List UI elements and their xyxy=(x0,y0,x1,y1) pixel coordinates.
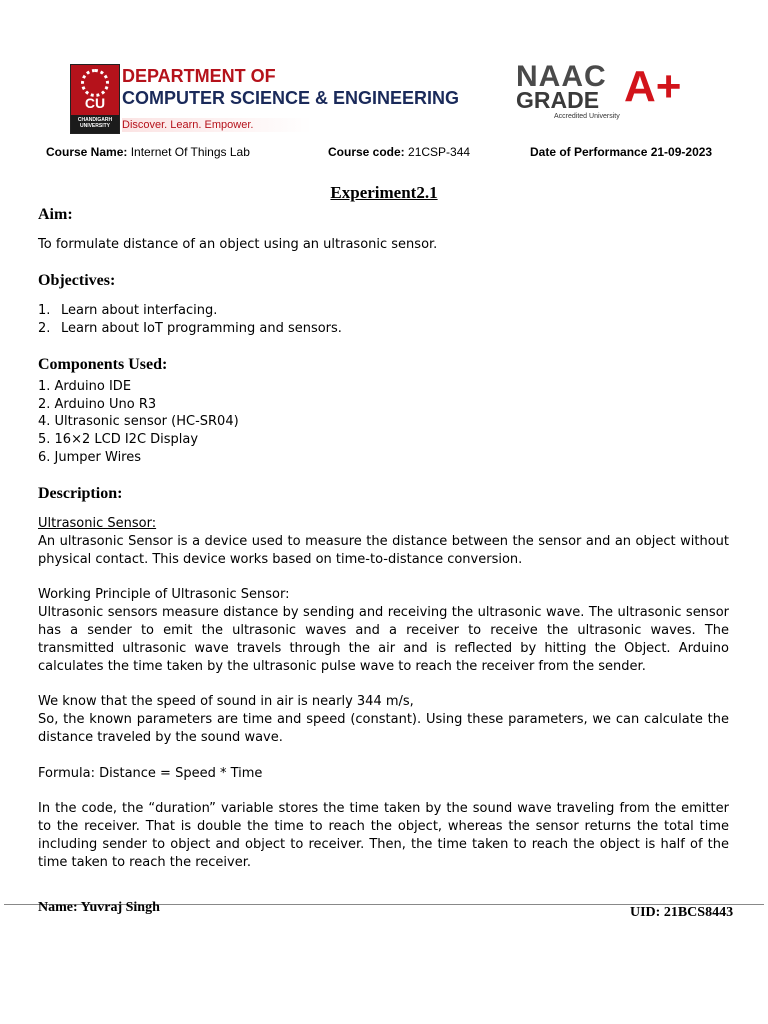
aim-text: To formulate distance of an object using an ultrasonic sensor. xyxy=(38,237,438,252)
course-code-value: 21CSP-344 xyxy=(408,145,471,159)
formula: Formula: Distance = Speed * Time xyxy=(38,766,263,781)
component-item: 1. Arduino IDE xyxy=(38,379,132,394)
logo-text: CU xyxy=(84,95,106,111)
logo-subtext: CHANDIGARH UNIVERSITY xyxy=(71,115,119,133)
aim-heading: Aim: xyxy=(38,206,73,223)
description-heading: Description: xyxy=(38,485,123,502)
experiment-title: Experiment2.1 xyxy=(330,183,438,202)
grade-label: GRADE xyxy=(516,87,600,113)
description-paragraph-1: An ultrasonic Sensor is a device used to measure the distance between the sensor and an object without physical contact. This device works based on time-to-distance conversion. xyxy=(38,534,729,567)
date-of-performance: Date of Performance 21-09-2023 xyxy=(530,145,713,159)
course-name-label: Course Name: xyxy=(46,145,128,159)
student-name: Name: Yuvraj Singh xyxy=(38,900,160,915)
course-code-label: Course code: xyxy=(328,145,405,159)
components-heading: Components Used: xyxy=(38,356,168,373)
student-uid: UID: 21BCS8443 xyxy=(630,905,734,920)
speed-of-sound-line: We know that the speed of sound in air is nearly 344 m/s, xyxy=(38,694,414,709)
description-paragraph-4: In the code, the “duration” variable stores the time taken by the sound wave traveling from the emitter to the receiver. That is double the time to reach the object, whereas the sensor returns the total time including sender to object and object to receiver. Then, the time taken to reach the object is half of the time taken to reach the receiver. xyxy=(38,801,729,870)
component-item: 4. Ultrasonic sensor (HC-SR04) xyxy=(38,414,239,429)
department-title: DEPARTMENT OF xyxy=(122,66,276,86)
emblem-icon xyxy=(81,69,109,97)
objective-number: 1. xyxy=(38,303,51,318)
component-item: 6. Jumper Wires xyxy=(38,450,142,465)
working-principle-title: Working Principle of Ultrasonic Sensor: xyxy=(38,587,290,602)
objective-text: Learn about IoT programming and sensors. xyxy=(61,321,342,336)
objective-text: Learn about interfacing. xyxy=(61,303,218,318)
accredited-label: Accredited University xyxy=(554,113,620,120)
component-item: 5. 16×2 LCD I2C Display xyxy=(38,432,199,447)
header-banner xyxy=(70,60,698,136)
course-name-value: Internet Of Things Lab xyxy=(130,145,250,159)
naac-label: NAAC xyxy=(516,60,607,93)
department-name: COMPUTER SCIENCE & ENGINEERING xyxy=(122,88,460,108)
course-code xyxy=(328,145,470,159)
grade-value: A+ xyxy=(624,62,682,111)
description-paragraph-2: Ultrasonic sensors measure distance by sending and receiving the ultrasonic wave. The ultrasonic sensor has a sender to emit the ultrasonic waves and a receiver to receive the ultrasonic waves. The transmitted ultrasonic wave travels through the air and is reflected by hitting the Object. Arduino calculates the time taken by the ultrasonic pulse wave to reach the receiver from the sender. xyxy=(38,605,729,674)
objectives-heading: Objectives: xyxy=(38,272,116,289)
component-item: 2. Arduino Uno R3 xyxy=(38,397,157,412)
description-paragraph-3: So, the known parameters are time and speed (constant). Using these parameters, we can calculate the distance traveled by the sound wave. xyxy=(38,712,729,745)
course-name xyxy=(46,145,250,159)
ultrasonic-subheading: Ultrasonic Sensor: xyxy=(38,516,157,531)
objective-number: 2. xyxy=(38,321,51,336)
objective-item xyxy=(38,302,217,320)
university-logo xyxy=(70,64,120,134)
objective-item xyxy=(38,320,342,338)
tagline: Discover. Learn. Empower. xyxy=(122,119,254,131)
